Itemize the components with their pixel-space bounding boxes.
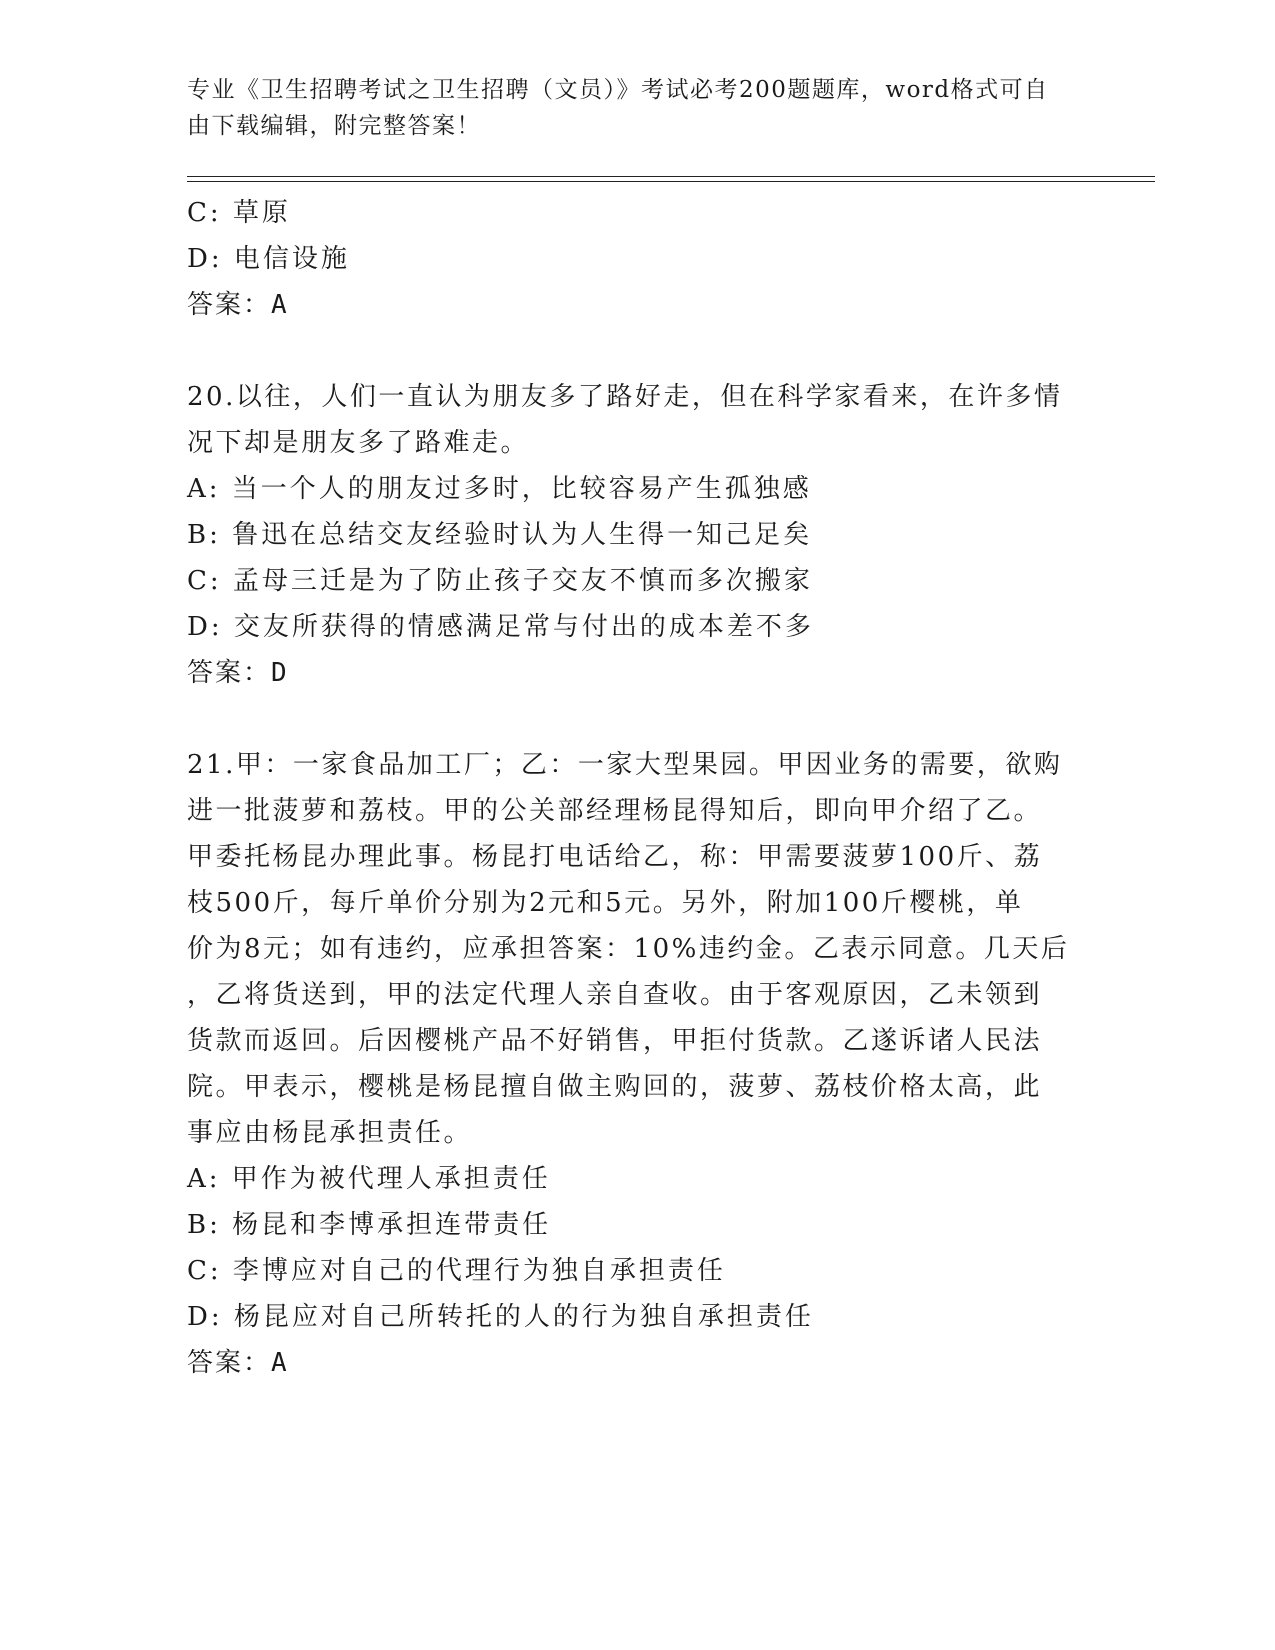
- stem-line: 院。甲表示，樱桃是杨昆擅自做主购回的，菠萝、荔枝价格太高，此: [187, 1072, 1043, 1102]
- question-20: [187, 374, 1087, 696]
- question-21: [187, 742, 1087, 1386]
- answer-label: 答案：: [187, 290, 272, 320]
- option-a: A: 甲作为被代理人承担责任: [187, 1164, 551, 1194]
- document-body: [187, 190, 1087, 1386]
- stem-line: 货款而返回。后因樱桃产品不好销售，甲拒付货款。乙遂诉诸人民法: [187, 1026, 1043, 1056]
- option-c: C: 孟母三迁是为了防止孩子交友不慎而多次搬家: [187, 566, 813, 596]
- question-stem: [187, 742, 1087, 1156]
- option-c: C: 李博应对自己的代理行为独自承担责任: [187, 1256, 726, 1286]
- answer-value: A: [271, 1348, 289, 1378]
- header-line-2: 由下载编辑，附完整答案！: [187, 113, 481, 139]
- answer-line: [187, 1340, 1087, 1386]
- stem-line: 21.甲：一家食品加工厂；乙：一家大型果园。甲因业务的需要，欲购: [187, 750, 1063, 780]
- header-line-1: 专业《卫生招聘考试之卫生招聘（文员）》考试必考200题题库，word格式可自: [187, 77, 1049, 103]
- stem-line: 甲委托杨昆办理此事。杨昆打电话给乙，称：甲需要菠萝100斤、荔: [187, 842, 1043, 872]
- stem-line: 进一批菠萝和荔枝。甲的公关部经理杨昆得知后，即向甲介绍了乙。: [187, 796, 1043, 826]
- answer-value: A: [271, 290, 289, 320]
- spacer: [187, 328, 1087, 374]
- option-a: A: 当一个人的朋友过多时，比较容易产生孤独感: [187, 474, 812, 504]
- stem-line: 价为8元；如有违约，应承担答案：10%违约金。乙表示同意。几天后: [187, 934, 1070, 964]
- document-header: [187, 72, 1067, 144]
- stem-line: ，乙将货送到，甲的法定代理人亲自查收。由于客观原因，乙未领到: [187, 980, 1043, 1010]
- option-d: D: 交友所获得的情感满足常与付出的成本差不多: [187, 612, 814, 642]
- option-b: B: 杨昆和李博承担连带责任: [187, 1210, 552, 1240]
- stem-line: 枝500斤，每斤单价分别为2元和5元。另外，附加100斤樱桃，单: [187, 888, 1024, 918]
- option-d: D: 电信设施: [187, 244, 350, 274]
- stem-line: 事应由杨昆承担责任。: [187, 1118, 473, 1148]
- stem-line: 20.以往，人们一直认为朋友多了路好走，但在科学家看来，在许多情: [187, 382, 1063, 412]
- option-c: C: 草原: [187, 198, 291, 228]
- spacer: [187, 696, 1087, 742]
- option-b: B: 鲁迅在总结交友经验时认为人生得一知己足矣: [187, 520, 813, 550]
- option-d: D: 杨昆应对自己所转托的人的行为独自承担责任: [187, 1302, 814, 1332]
- answer-line: [187, 650, 1087, 696]
- answer-label: 答案：: [187, 658, 272, 688]
- header-divider: [187, 176, 1155, 182]
- answer-label: 答案：: [187, 1348, 272, 1378]
- previous-question-tail: [187, 190, 1087, 328]
- answer-line: [187, 282, 1087, 328]
- answer-value: D: [271, 658, 289, 688]
- stem-line: 况下却是朋友多了路难走。: [187, 428, 530, 458]
- question-stem: [187, 374, 1087, 466]
